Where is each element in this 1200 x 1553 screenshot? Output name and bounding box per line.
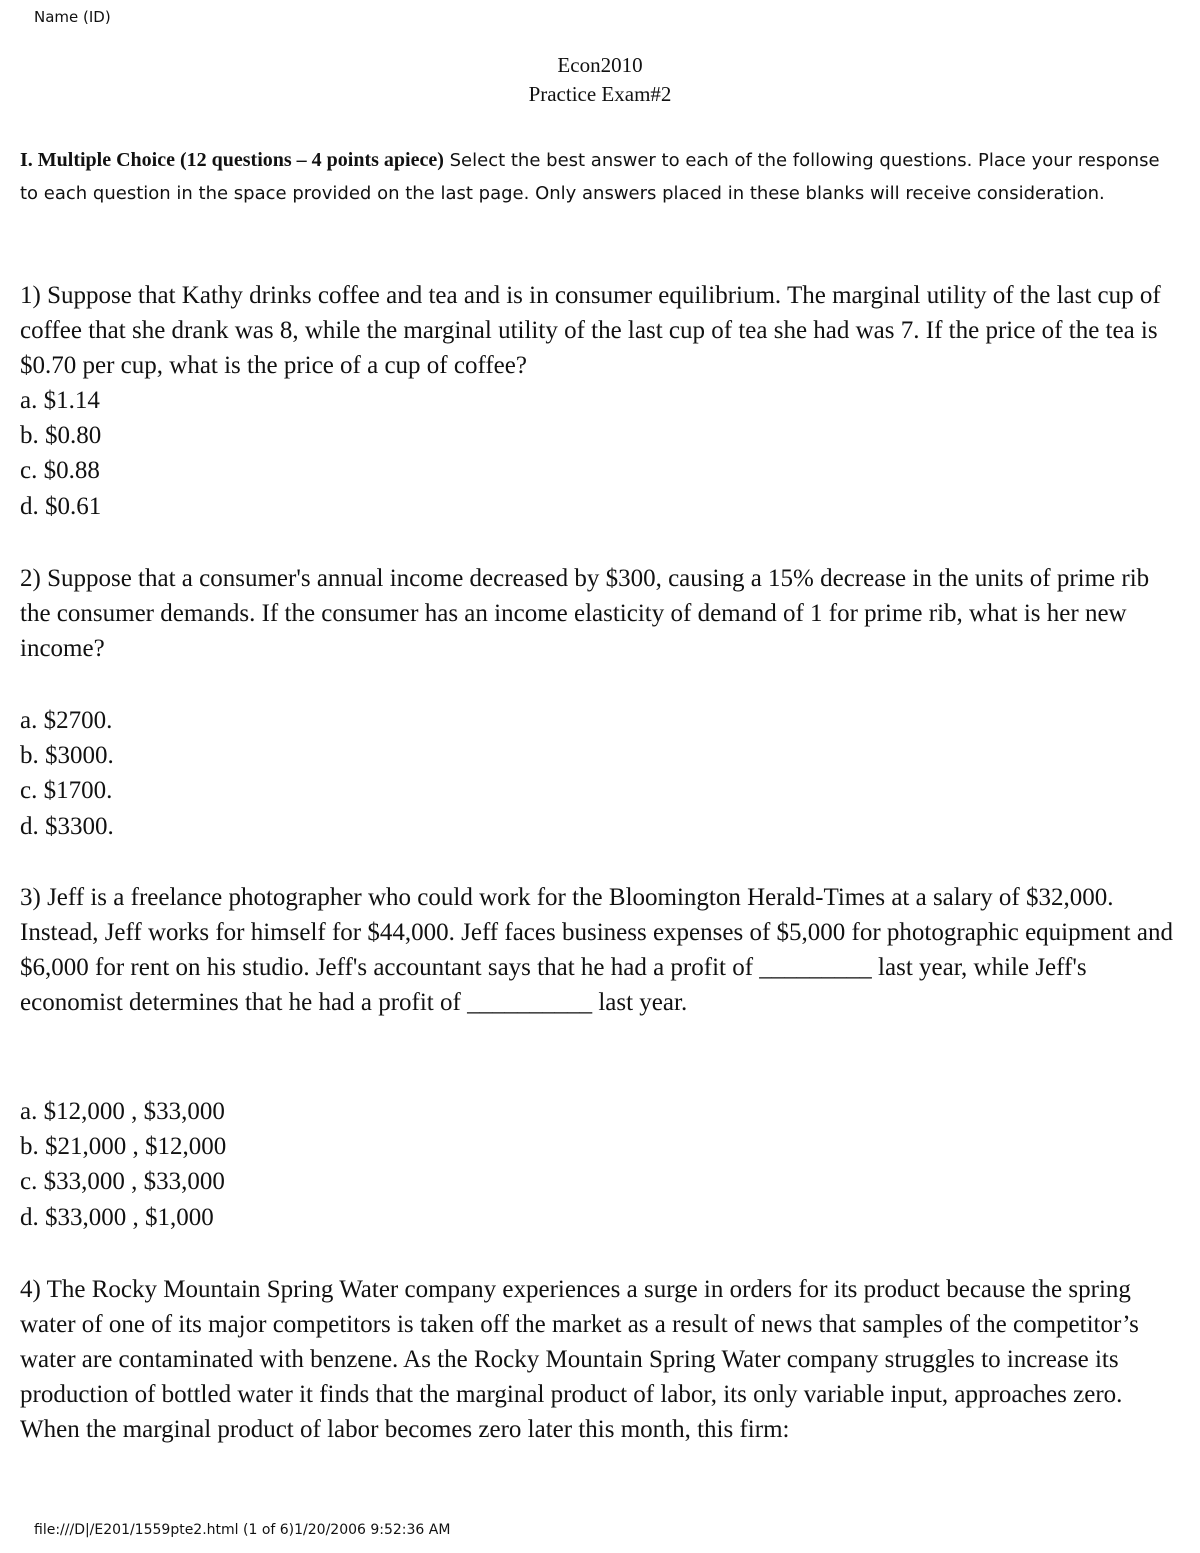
name-id-label: Name (ID) xyxy=(34,8,111,26)
question-1-options xyxy=(20,383,101,524)
option-c: c. $0.88 xyxy=(20,457,100,485)
course-title: Econ2010 xyxy=(557,53,643,77)
question-1 xyxy=(20,278,1180,383)
option-d: d. $3300. xyxy=(20,812,114,840)
question-2 xyxy=(20,561,1180,666)
question-3 xyxy=(20,880,1180,1020)
question-3-text: 3) Jeff is a freelance photographer who could work for the Bloomington Herald-Times at a salary of $32,000. Instead, Jeff works for himself for $44,000. Jeff faces business expenses of $5,000 for photographic equipment and $6,000 for rent on his studio. Jeff's accountant says that he had a profit of _________ last year, while Jeff's economist determines that he had a profit of __________ last year. xyxy=(20,884,1173,1016)
option-c: c. $1700. xyxy=(20,777,113,805)
option-b: b. $3000. xyxy=(20,742,114,770)
section-heading: I. Multiple Choice (12 questions – 4 points apiece) xyxy=(20,149,444,171)
footer-file-path: file:///D|/E201/1559pte2.html (1 of 6)1/20/2006 9:52:36 AM xyxy=(34,1522,451,1538)
option-d: d. $33,000 , $1,000 xyxy=(20,1203,214,1231)
option-b: b. $0.80 xyxy=(20,422,102,450)
question-4 xyxy=(20,1272,1180,1447)
option-a: a. $12,000 , $33,000 xyxy=(20,1098,225,1125)
section-instructions xyxy=(20,144,1180,210)
option-a: a. $2700. xyxy=(20,707,113,734)
question-4-text: 4) The Rocky Mountain Spring Water company experiences a surge in orders for its product because the spring water of one of its major competitors is taken off the market as a result of news that samples of the competitor’s water are contaminated with benzene. As the Rocky Mountain Spring Water company struggles to increase its production of bottled water it finds that the marginal product of labor, its only variable input, approaches zero. When the marginal product of labor becomes zero later this month, this firm: xyxy=(20,1276,1139,1443)
option-c: c. $33,000 , $33,000 xyxy=(20,1168,225,1196)
question-3-options xyxy=(20,1094,226,1235)
option-b: b. $21,000 , $12,000 xyxy=(20,1133,227,1161)
option-d: d. $0.61 xyxy=(20,492,102,520)
option-a: a. $1.14 xyxy=(20,387,100,414)
question-2-options xyxy=(20,703,114,844)
exam-title: Practice Exam#2 xyxy=(528,82,672,106)
question-2-text: 2) Suppose that a consumer's annual income decreased by $300, causing a 15% decrease in the units of prime rib the consumer demands. If the consumer has an income elasticity of demand of 1 for prime rib, what is her new income? xyxy=(20,565,1150,662)
question-1-text: 1) Suppose that Kathy drinks coffee and tea and is in consumer equilibrium. The marginal utility of the last cup of coffee that she drank was 8, while the marginal utility of the last cup of tea she had was 7. If the price of the tea is $0.70 per cup, what is the price of a cup of coffee? xyxy=(20,282,1161,379)
section-instructions-text: Select the best answer to each of the following questions. Place your response to each question in the space provided on the last page. Only answers placed in these blanks will receive consideration. xyxy=(20,150,1160,204)
